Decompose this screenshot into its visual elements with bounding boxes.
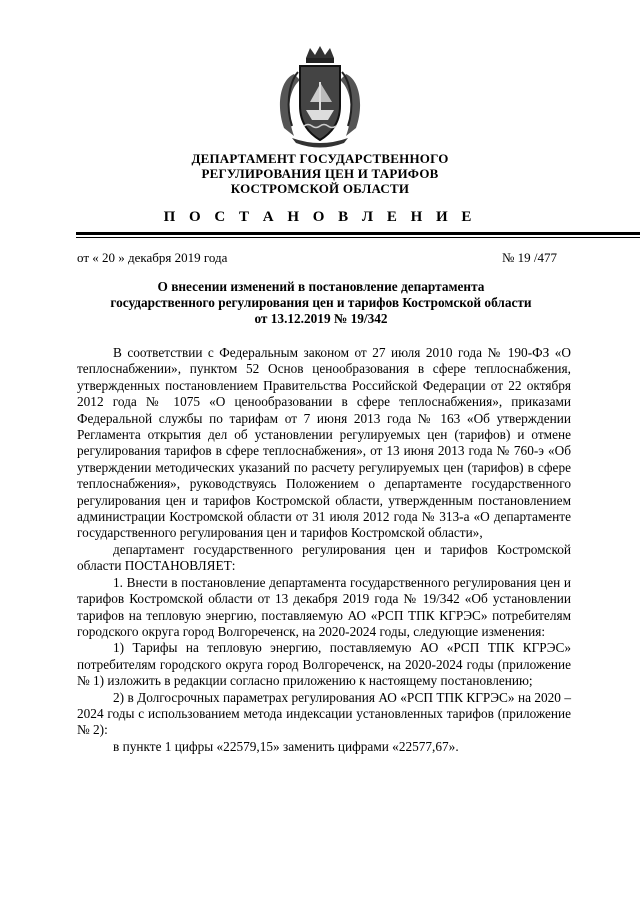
coat-of-arms-icon: [272, 44, 368, 148]
title-line-1: О внесении изменений в постановление департамента: [157, 279, 485, 294]
body-paragraph-preamble: В соответствии с Федеральным законом от 27 июля 2010 года № 190-ФЗ «О теплоснабжении», пунктом 52 Основ ценообразования в сфере теплоснабжения, утвержденных постановлением Правительства Российской Федерации от 22 октября 2012 года № 1075 «О ценообразовании в сфере теплоснабжения», приказами Федеральной службы по тарифам от 7 июня 2013 года № 163 «Об утверждении Регламента открытия дел об установлении регулируемых цен (тарифов) и отмене регулирования тарифов в сфере теплоснабжения», от 13 июня 2013 года № 760-э «Об утверждении методических указаний по расчету регулируемых цен (тарифов) в сфере теплоснабжения», руководствуясь Положением о департаменте государственного регулирования цен и тарифов Костромской области, утвержденным постановлением администрации Костромской области от 31 июля 2012 года № 313-а «О департаменте государственного регулирования цен и тарифов Костромской области»,: [77, 345, 571, 541]
body-paragraph-replacement: в пункте 1 цифры «22579,15» заменить цифрами «22577,67».: [113, 738, 459, 754]
document-type-heading: П О С Т А Н О В Л Е Н И Е: [163, 209, 477, 225]
department-name: [0, 151, 640, 196]
department-line-3: КОСТРОМСКОЙ ОБЛАСТИ: [230, 181, 410, 196]
body-paragraph-item-1: 1. Внести в постановление департамента государственного регулирования цен и тарифов Костромской области от 13 декабря 2019 года № 19/342 «Об установлении тарифов на тепловую энергию, поставляемую АО «РСП ТПК КГРЭС» потребителям городского округа город Волгореченск, на 2020-2024 годы, следующие изменения:: [77, 574, 571, 639]
title-line-3: от 13.12.2019 № 19/342: [254, 311, 388, 326]
body-paragraph-resolves: департамент государственного регулирования цен и тарифов Костромской области ПОСТАНОВЛЯЕТ:: [77, 541, 571, 574]
date-number-line: [77, 250, 557, 266]
body-paragraph-subitem-2: 2) в Долгосрочных параметрах регулирования АО «РСП ТПК КГРЭС» на 2020 – 2024 годы с использованием метода индексации установленных тарифов (приложение № 2):: [77, 689, 571, 738]
department-line-1: ДЕПАРТАМЕНТ ГОСУДАРСТВЕННОГО: [191, 151, 449, 166]
title-line-2: государственного регулирования цен и тарифов Костромской области: [110, 295, 532, 310]
body-paragraph-subitem-1: 1) Тарифы на тепловую энергию, поставляемую АО «РСП ТПК КГРЭС» потребителям городского округа город Волгореченск, на 2020-2024 годы (приложение № 1) изложить в редакции согласно приложению к настоящему постановлению;: [77, 640, 571, 689]
header-rule-thin: [76, 237, 640, 238]
document-date: от « 20 » декабря 2019 года: [77, 250, 228, 265]
document-body: [77, 345, 571, 755]
department-line-2: РЕГУЛИРОВАНИЯ ЦЕН И ТАРИФОВ: [201, 166, 439, 181]
document-title: [77, 279, 565, 327]
document-number: № 19 /477: [501, 250, 557, 265]
header-rule-thick: [76, 232, 640, 235]
